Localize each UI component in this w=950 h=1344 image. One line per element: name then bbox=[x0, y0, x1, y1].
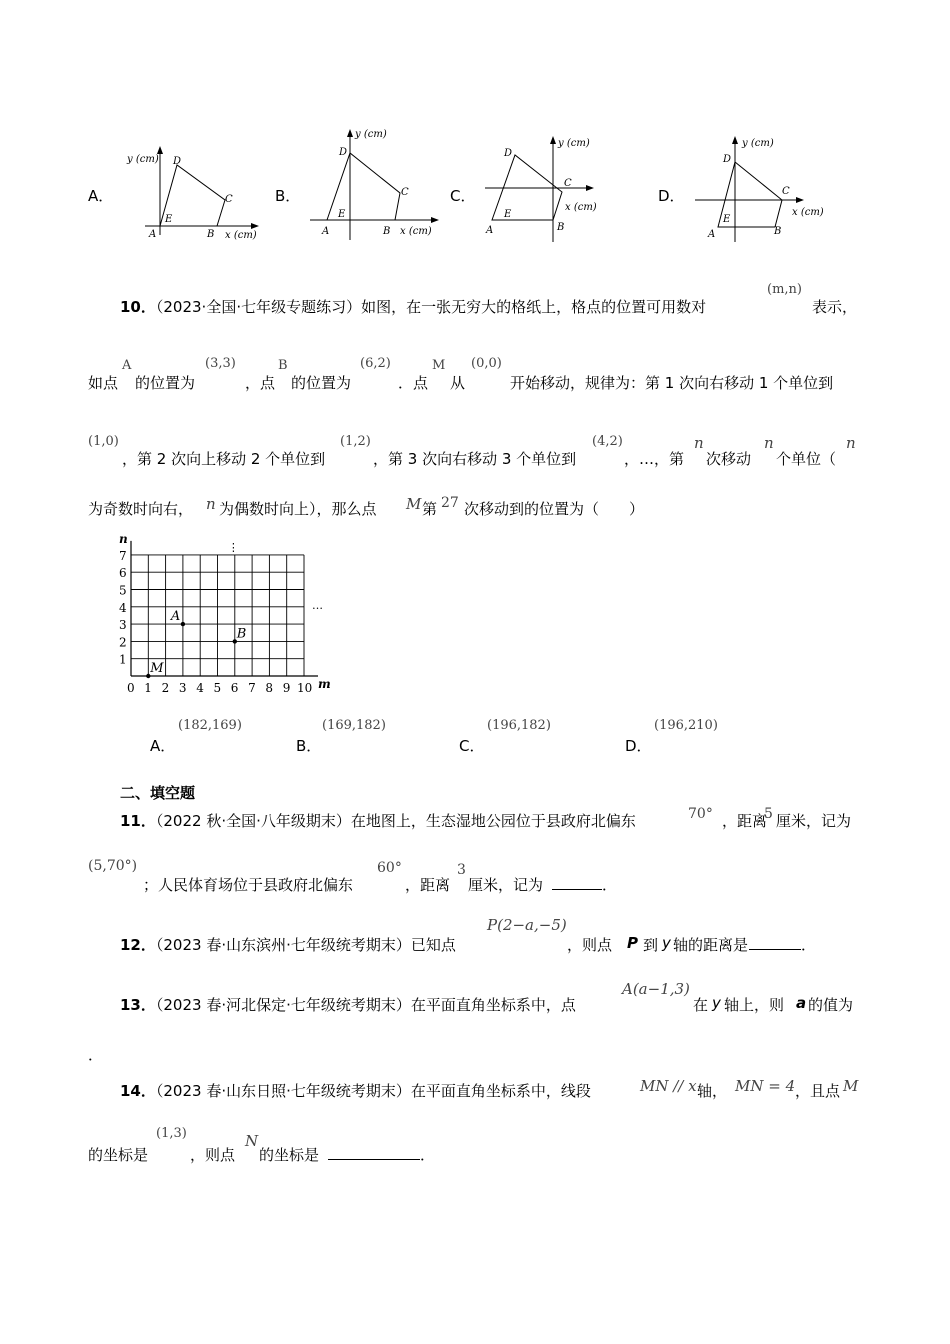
q10-var-m: M bbox=[432, 358, 446, 373]
q10-option-b-label[interactable]: B． bbox=[296, 737, 322, 755]
q9-c-point-b: B bbox=[557, 222, 565, 233]
q10-text-4c: 第 bbox=[422, 500, 438, 518]
grid-y-tick: 4 bbox=[119, 600, 127, 615]
q10-option-d-label[interactable]: D． bbox=[625, 737, 652, 755]
q10-pair-2: (1,2) bbox=[340, 434, 371, 449]
q10-var-n1: n bbox=[694, 434, 704, 452]
q10-text-1-end: 表示， bbox=[812, 298, 858, 316]
q12-text-a: 已知点 bbox=[410, 936, 456, 954]
q10-var-n2: n bbox=[764, 434, 774, 452]
q14-end: ． bbox=[420, 1146, 436, 1164]
q11-record: (5,70°) bbox=[88, 858, 138, 874]
grid-x-tick: 1 bbox=[144, 681, 152, 695]
q13-end: ． bbox=[88, 1046, 104, 1064]
grid-y-label: n bbox=[119, 531, 128, 546]
q14-text-e: ，则点 bbox=[190, 1146, 236, 1164]
q14-pair-m: (1,3) bbox=[156, 1126, 187, 1141]
q13-text-d: 的值为 bbox=[808, 996, 854, 1014]
q9-a-yaxis-label: y (cm) bbox=[127, 154, 159, 165]
q10-text-2a: 如点 bbox=[88, 374, 119, 392]
q9-a-point-c: C bbox=[225, 194, 233, 205]
q11-text-d: ；人民体育场位于县政府北偏东 bbox=[143, 876, 354, 894]
q13-text-a: 在平面直角坐标系中，点 bbox=[410, 996, 576, 1014]
q12-var-y: y bbox=[662, 934, 671, 952]
q11-angle-70: 70° bbox=[688, 806, 713, 822]
q14-text-f: 的坐标是 bbox=[259, 1146, 320, 1164]
q9-option-a-figure bbox=[115, 140, 265, 245]
q9-b-point-d: D bbox=[339, 147, 348, 158]
q10-text-4b: 为偶数时向上），那么点 bbox=[219, 500, 377, 518]
q10-text-2c: ，点 bbox=[245, 374, 276, 392]
q10-pair-mn: (m,n) bbox=[767, 282, 802, 297]
q9-c-yaxis-label: y (cm) bbox=[558, 138, 590, 149]
q10-option-c-label[interactable]: C． bbox=[459, 737, 485, 755]
q13-text-b: 在 bbox=[693, 996, 709, 1014]
q9-option-c-label: C． bbox=[450, 187, 476, 205]
q9-b-point-c: C bbox=[401, 187, 409, 198]
q10-text-2b: 的位置为 bbox=[135, 374, 196, 392]
grid-point-m-label: M bbox=[150, 661, 164, 676]
q9-option-b-label: B． bbox=[275, 187, 301, 205]
q11-distance-3: 3 bbox=[457, 862, 466, 878]
q9-b-xaxis-label: x (cm) bbox=[400, 226, 432, 237]
grid-x-tick: 3 bbox=[178, 681, 187, 695]
q13-source: （2023 春·河北保定·七年级统考期末） bbox=[155, 996, 411, 1014]
q10-pair-origin: (0,0) bbox=[471, 356, 502, 371]
q10-text-1: 如图，在一张无穷大的格纸上，格点的位置可用数对 bbox=[361, 298, 707, 316]
grid-x-tick: 8 bbox=[265, 681, 274, 695]
q13-var-y: y bbox=[712, 994, 721, 1012]
q14-length: MN = 4 bbox=[735, 1077, 796, 1095]
q10-text-3c: ，…，第 bbox=[624, 450, 685, 468]
grid-y-tick: 5 bbox=[119, 583, 127, 598]
q10-option-a-value[interactable]: (182,169) bbox=[178, 718, 242, 733]
q11-line-1 bbox=[120, 810, 636, 831]
grid-point-a bbox=[181, 622, 185, 626]
q11-answer-blank[interactable] bbox=[552, 874, 602, 890]
q10-line-1 bbox=[120, 296, 706, 317]
grid-y-tick: 2 bbox=[119, 635, 127, 650]
q9-a-xaxis-label: x (cm) bbox=[225, 230, 257, 241]
q14-text-a: 在平面直角坐标系中，线段 bbox=[410, 1082, 591, 1100]
grid-x-tick: 7 bbox=[248, 681, 256, 695]
grid-x-tick: 6 bbox=[230, 681, 239, 695]
q10-text-3e: 个单位（ bbox=[776, 450, 837, 468]
q13-number: 13． bbox=[120, 996, 156, 1014]
q9-d-point-c: C bbox=[782, 186, 790, 197]
q11-text-e: ，距离 bbox=[405, 876, 451, 894]
q9-option-d-label: D． bbox=[658, 187, 685, 205]
q11-source: （2022 秋·全国·八年级期末） bbox=[155, 812, 351, 830]
q10-text-3a: ，第 2 次向上移动 2 个单位到 bbox=[122, 450, 326, 468]
q14-segment-parallel: MN // x bbox=[640, 1077, 697, 1095]
q12-line bbox=[120, 934, 456, 955]
grid-y-tick: 1 bbox=[119, 652, 127, 667]
q9-option-d-figure bbox=[690, 130, 840, 245]
section-heading-fill-in: 二、填空题 bbox=[120, 784, 196, 802]
q9-b-point-e: E bbox=[338, 209, 346, 220]
q13-text-c: 轴上，则 bbox=[724, 996, 785, 1014]
q10-option-d-value[interactable]: (196,210) bbox=[654, 718, 718, 733]
q10-source: （2023·全国·七年级专题练习） bbox=[155, 298, 362, 316]
q12-number: 12． bbox=[120, 936, 156, 954]
q10-text-3d: 次移动 bbox=[706, 450, 752, 468]
grid-ellipsis-vertical: ⋮ bbox=[227, 540, 239, 554]
q14-var-m: M bbox=[843, 1077, 859, 1095]
grid-x-tick: 5 bbox=[213, 681, 222, 695]
grid-x-tick: 10 bbox=[297, 681, 313, 695]
q10-var-a: A bbox=[122, 358, 132, 373]
q9-a-point-b: B bbox=[207, 229, 215, 240]
grid-y-tick: 7 bbox=[119, 548, 127, 563]
q11-text-b: ，距离 bbox=[722, 812, 768, 830]
q9-c-point-d: D bbox=[504, 148, 513, 159]
q10-text-2f: 从 bbox=[450, 374, 466, 392]
q9-d-xaxis-label: x (cm) bbox=[792, 207, 824, 218]
q10-grid-labels bbox=[119, 532, 331, 695]
q14-answer-blank[interactable] bbox=[328, 1144, 420, 1160]
q11-text-c: 厘米，记为 bbox=[776, 812, 852, 830]
q14-text-c: ，且点 bbox=[795, 1082, 841, 1100]
grid-point-b-label: B bbox=[236, 626, 247, 642]
q12-text-b: ，则点 bbox=[567, 936, 613, 954]
q10-text-2d: 的位置为 bbox=[291, 374, 352, 392]
q10-text-4d: 次移动到的位置为（ ） bbox=[464, 500, 645, 518]
q9-c-point-c: C bbox=[564, 178, 572, 189]
q14-var-n: N bbox=[245, 1132, 259, 1150]
q9-b-yaxis-label: y (cm) bbox=[355, 129, 387, 140]
q10-var-m2: M bbox=[406, 495, 422, 513]
q12-answer-blank[interactable] bbox=[749, 934, 801, 950]
q11-end: ． bbox=[602, 876, 618, 894]
q9-d-yaxis-label: y (cm) bbox=[742, 138, 774, 149]
q10-grid-figure bbox=[100, 528, 370, 703]
q9-a-point-d: D bbox=[173, 156, 182, 167]
q10-option-b-value[interactable]: (169,182) bbox=[322, 718, 386, 733]
q10-pair-1: (1,0) bbox=[88, 434, 119, 449]
grid-x-tick: 2 bbox=[161, 681, 170, 695]
q9-a-point-a: A bbox=[149, 229, 157, 240]
q9-option-b-figure bbox=[305, 125, 445, 245]
q9-b-point-a: A bbox=[322, 226, 330, 237]
q10-var-n4: n bbox=[206, 495, 216, 513]
q11-text-f: 厘米，记为 bbox=[468, 876, 544, 894]
q12-text-c: 到 bbox=[643, 936, 659, 954]
q13-line bbox=[120, 994, 576, 1015]
grid-y-tick: 3 bbox=[119, 618, 127, 633]
q10-text-4a: 为奇数时向右， bbox=[88, 500, 194, 518]
q12-text-d: 轴的距离是 bbox=[673, 936, 749, 954]
q10-text-2e: ．点 bbox=[398, 374, 429, 392]
q9-d-point-b: B bbox=[774, 226, 782, 237]
q10-text-3b: ，第 3 次向右移动 3 个单位到 bbox=[373, 450, 577, 468]
q14-line-1 bbox=[120, 1080, 591, 1101]
q12-end: ． bbox=[801, 936, 817, 954]
q9-d-point-a: A bbox=[708, 229, 716, 240]
q11-distance-5: 5 bbox=[764, 806, 773, 822]
q9-c-point-e: E bbox=[504, 209, 512, 220]
grid-point-a-label: A bbox=[170, 609, 181, 625]
q10-option-a-label[interactable]: A． bbox=[150, 737, 176, 755]
q12-point-p: P(2−a,−5) bbox=[487, 916, 567, 934]
q10-number: 10． bbox=[120, 298, 156, 316]
grid-y-tick: 6 bbox=[119, 566, 127, 581]
q9-b-point-b: B bbox=[383, 226, 391, 237]
q12-source: （2023 春·山东滨州·七年级统考期末） bbox=[155, 936, 411, 954]
q12-var-p: P bbox=[627, 934, 638, 952]
q11-angle-60: 60° bbox=[377, 860, 402, 876]
q10-pair-b: (6,2) bbox=[360, 356, 391, 371]
q9-a-point-e: E bbox=[165, 214, 173, 225]
q14-text-b: 轴， bbox=[697, 1082, 728, 1100]
q9-d-point-d: D bbox=[723, 154, 732, 165]
q9-c-point-a: A bbox=[486, 225, 494, 236]
q10-var-27: 27 bbox=[441, 495, 459, 511]
q9-option-c-figure bbox=[480, 130, 620, 245]
q11-number: 11． bbox=[120, 812, 156, 830]
q14-source: （2023 春·山东日照·七年级统考期末） bbox=[155, 1082, 411, 1100]
grid-x-tick: 0 bbox=[127, 681, 135, 695]
grid-x-tick: 4 bbox=[196, 681, 204, 695]
q13-var-a: a bbox=[796, 994, 807, 1012]
grid-ellipsis-horizontal: … bbox=[312, 598, 323, 612]
q10-var-n3: n bbox=[846, 434, 856, 452]
q9-option-a-label: A． bbox=[88, 187, 114, 205]
q13-point-a: A(a−1,3) bbox=[622, 980, 690, 998]
grid-x-tick: 9 bbox=[282, 681, 291, 695]
q11-text-a: 在地图上，生态湿地公园位于县政府北偏东 bbox=[350, 812, 636, 830]
q10-grid-lines bbox=[131, 541, 318, 676]
q10-pair-3: (4,2) bbox=[592, 434, 623, 449]
q14-text-d: 的坐标是 bbox=[88, 1146, 149, 1164]
q10-var-b: B bbox=[278, 358, 288, 373]
grid-x-label: m bbox=[318, 677, 331, 691]
q10-pair-a: (3,3) bbox=[205, 356, 236, 371]
q9-d-point-e: E bbox=[723, 214, 731, 225]
q9-c-xaxis-label: x (cm) bbox=[565, 202, 597, 213]
q10-option-c-value[interactable]: (196,182) bbox=[487, 718, 551, 733]
q14-number: 14． bbox=[120, 1082, 156, 1100]
q10-text-2g: 开始移动，规律为：第 1 次向右移动 1 个单位到 bbox=[510, 374, 834, 392]
